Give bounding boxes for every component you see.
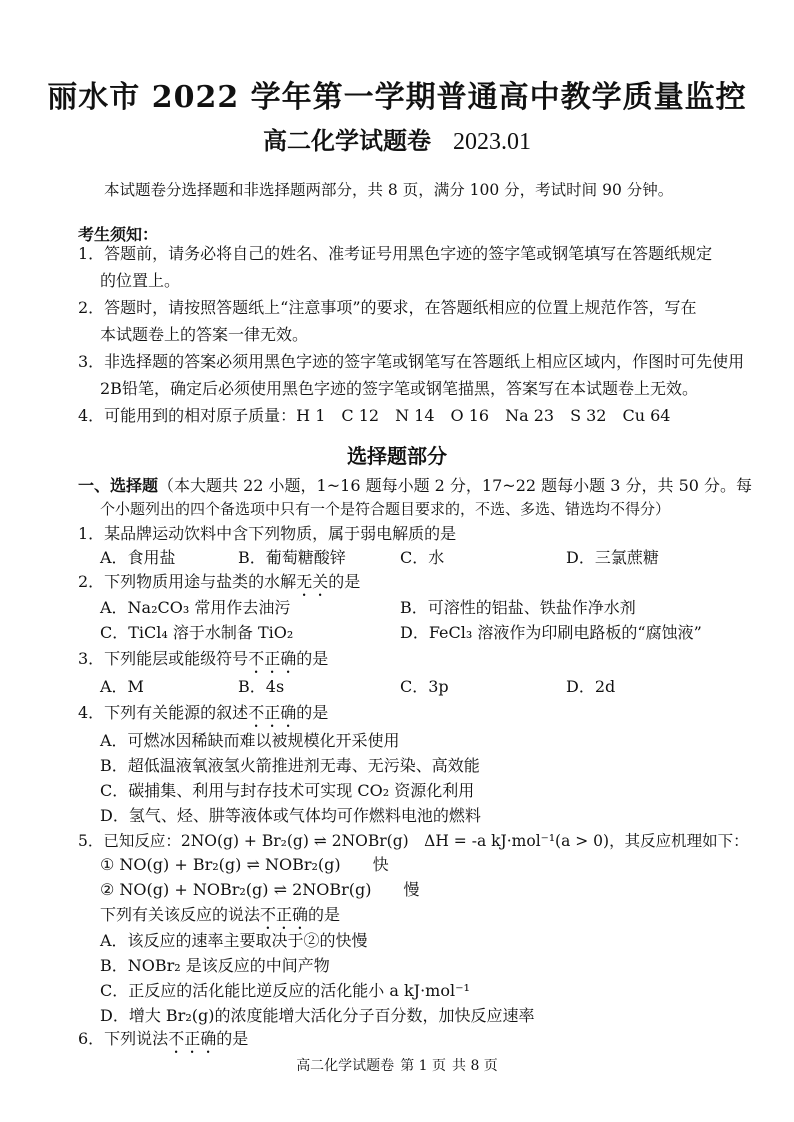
option-d: D．三氯蔗糖 [566,548,659,567]
emphasis-text: 不正确 [248,703,297,722]
section-heading: 选择题部分 [347,444,447,468]
emphasis-text: 不正确 [260,905,309,924]
option-b: B．可溶性的铝盐、铁盐作净水剂 [400,598,636,617]
option-c: C．TiCl₄ 溶于水制备 TiO₂ [100,623,294,642]
option-b: B．4s [238,677,285,696]
subject-title: 高二化学试题卷 [263,126,431,155]
option-c: C．正反应的活化能比逆反应的活化能小 a kJ·mol⁻¹ [100,981,470,1000]
exam-subtitle [0,121,794,156]
question-stem: 1．某品牌运动饮料中含下列物质，属于弱电解质的是 [78,524,457,543]
exam-date: 2023.01 [453,129,531,155]
option-d: D．增大 Br₂(g)的浓度能增大活化分子百分数，加快反应速率 [100,1006,535,1025]
option-a: A．Na₂CO₃ 常用作去油污 [100,598,291,617]
part-desc-cont: 个小题列出的四个备选项中只有一个是符合题目要求的，不选、多选、错选均不得分） [100,500,671,518]
emphasis-text: 无关 [296,572,329,591]
notice-line: 1．答题前，请务必将自己的姓名、准考证号用黑色字迹的签字笔或钢笔填写在答题纸规定 [78,244,713,263]
option-b: B．葡萄糖酸锌 [238,548,346,567]
option-a: A．可燃冰因稀缺而难以被规模化开采使用 [100,731,400,750]
stem-text: 的是 [328,572,361,591]
option-d: D．氢气、烃、肼等液体或气体均可作燃料电池的燃料 [100,806,481,825]
stem-text: 的是 [296,649,329,668]
stem-text: 的是 [296,703,329,722]
emphasis-text: 不正确 [168,1029,217,1048]
question-stem [78,1029,248,1057]
option-a: A．M [100,677,144,696]
notice-line: 2．答题时，请按照答题纸上“注意事项”的要求，在答题纸相应的位置上规范作答，写在 [78,298,697,317]
question-ask [100,905,340,933]
emphasis-text: 不正确 [248,649,297,668]
option-b: B．超低温液氧液氢火箭推进剂无毒、无污染、高效能 [100,756,480,775]
question-stem [78,649,328,677]
stem-text: 的是 [216,1029,249,1048]
footer-page-number: 第 1 页 [400,1058,446,1074]
option-a: A．该反应的速率主要取决于②的快慢 [100,931,368,950]
stem-text: 2．下列物质用途与盐类的水解 [78,572,297,591]
stem-text: 6．下列说法 [78,1029,169,1048]
option-b: B．NOBr₂ 是该反应的中间产物 [100,956,330,975]
option-d: D．2d [566,677,616,696]
exam-title: 丽水市 2022 学年第一学期普通高中教学质量监控 [47,80,747,115]
option-c: C．碳捕集、利用与封存技术可实现 CO₂ 资源化利用 [100,781,475,800]
question-stem: 5．已知反应：2NO(g) + Br₂(g) ⇌ 2NOBr(g) ΔH = -a kJ·mol⁻¹(a > 0)，其反应机理如下： [78,832,749,850]
option-c: C．3p [400,677,449,696]
footer-title: 高二化学试题卷 [296,1058,395,1074]
option-a: A．食用盐 [100,548,176,567]
question-stem [78,703,328,731]
stem-text: 4．下列有关能源的叙述 [78,703,249,722]
part-intro [78,476,752,496]
part-desc: （本大题共 22 小题，1~16 题每小题 2 分，17~22 题每小题 3 分，共 50 分。每 [158,476,753,495]
stem-text: 3．下列能层或能级符号 [78,649,249,668]
notice-line: 3．非选择题的答案必须用黑色字迹的签字笔或钢笔写在答题纸上相应区域内，作图时可先使用 [78,352,745,371]
stem-text: 的是 [308,905,341,924]
notice-line: 4．可能用到的相对原子质量：H 1 C 12 N 14 O 16 Na 23 S 32 Cu 64 [78,406,671,425]
option-d: D．FeCl₃ 溶液作为印刷电路板的“腐蚀液” [400,623,702,642]
mechanism-step-2: ② NO(g) + NOBr₂(g) ⇌ 2NOBr(g) 慢 [100,880,420,899]
footer-page-total: 共 8 页 [452,1058,498,1074]
exam-intro: 本试题卷分选择题和非选择题两部分，共 8 页，满分 100 分，考试时间 90 分钟。 [104,181,674,199]
stem-text: 下列有关该反应的说法 [100,905,261,924]
notice-line: 本试题卷上的答案一律无效。 [100,325,309,344]
notice-heading: 考生须知： [78,225,159,244]
part-label: 一、选择题 [78,476,159,495]
question-stem [78,572,360,600]
page-footer [0,1055,794,1075]
mechanism-step-1: ① NO(g) + Br₂(g) ⇌ NOBr₂(g) 快 [100,855,389,874]
notice-line: 的位置上。 [100,271,181,290]
option-c: C．水 [400,548,445,567]
notice-line: 2B铅笔，确定后必须使用黑色字迹的签字笔或钢笔描黑，答案写在本试题卷上无效。 [100,379,698,398]
